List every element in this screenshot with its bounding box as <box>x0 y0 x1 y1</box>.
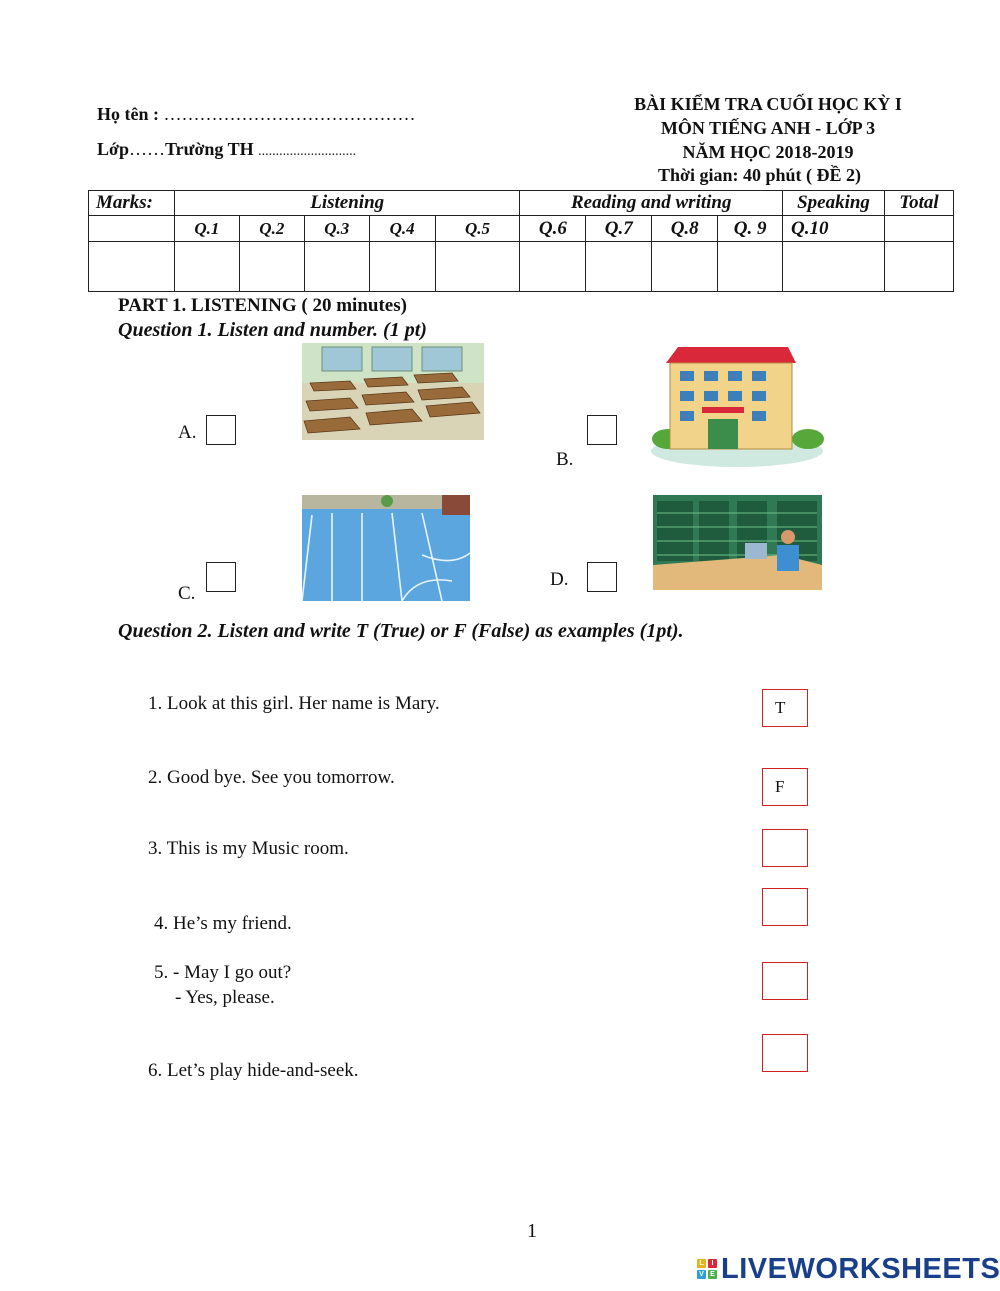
q1-header: Q.1 <box>174 216 239 242</box>
score-cell <box>652 242 718 292</box>
listening-header: Listening <box>174 191 519 216</box>
marks-table <box>88 190 954 292</box>
option-b-checkbox[interactable] <box>587 415 617 445</box>
q5-header: Q.5 <box>435 216 520 242</box>
logo-mark-icon: L I V E <box>697 1259 717 1279</box>
q6-header: Q.6 <box>520 216 586 242</box>
q3-header: Q.3 <box>304 216 369 242</box>
score-cell <box>586 242 652 292</box>
score-cell <box>884 242 953 292</box>
school-field[interactable]: ............................ <box>258 144 357 159</box>
school-label: Trường TH <box>164 139 259 159</box>
liveworksheets-logo <box>697 1254 1000 1284</box>
q10-header: Q.10 <box>783 216 885 242</box>
option-d-checkbox[interactable] <box>587 562 617 592</box>
answer-box-2[interactable]: F <box>762 768 808 806</box>
part1-title: PART 1. LISTENING ( 20 minutes) <box>118 295 407 316</box>
statement-5-reply: - Yes, please. <box>175 987 275 1008</box>
gym-court-image <box>302 495 470 601</box>
answer-box-1[interactable]: T <box>762 689 808 727</box>
total-header: Total <box>884 191 953 216</box>
q8-header: Q.8 <box>652 216 718 242</box>
score-cell <box>239 242 304 292</box>
answer-box-5[interactable] <box>762 962 808 1000</box>
exam-time: Thời gian: 40 phút ( ĐỀ 2) <box>658 165 862 185</box>
score-cell <box>783 242 885 292</box>
score-cell <box>369 242 435 292</box>
option-b-label: B. <box>556 449 574 470</box>
library-image <box>653 495 822 590</box>
statement-2: 2. Good bye. See you tomorrow. <box>148 767 395 788</box>
q4-header: Q.4 <box>369 216 435 242</box>
class-school-line <box>97 139 356 160</box>
blank-cell <box>89 216 175 242</box>
title-line-2: MÔN TIẾNG ANH - LỚP 3 <box>660 118 876 138</box>
question1-title: Question 1. Listen and number. (1 pt) <box>118 319 427 341</box>
statement-6: 6. Let’s play hide-and-seek. <box>148 1060 359 1081</box>
q9-header: Q. 9 <box>718 216 783 242</box>
statement-3: 3. This is my Music room. <box>148 838 349 859</box>
question2-title: Question 2. Listen and write T (True) or F (False) as examples (1pt). <box>118 620 684 642</box>
answer-box-4[interactable] <box>762 888 808 926</box>
score-cell <box>89 242 175 292</box>
statement-4: 4. He’s my friend. <box>154 913 292 934</box>
score-cell <box>718 242 783 292</box>
class-label: Lớp <box>97 139 129 159</box>
score-cell <box>304 242 369 292</box>
name-field[interactable]: …………………………………… <box>163 104 416 124</box>
option-c-label: C. <box>178 583 196 604</box>
score-cell <box>174 242 239 292</box>
reading-writing-header: Reading and writing <box>520 191 783 216</box>
answer-box-3[interactable] <box>762 829 808 867</box>
class-field[interactable]: …… <box>128 139 165 159</box>
option-a-label: A. <box>178 422 197 443</box>
blank-cell <box>884 216 953 242</box>
page-number: 1 <box>527 1220 537 1242</box>
q2-header: Q.2 <box>239 216 304 242</box>
exam-title <box>598 92 938 164</box>
score-cell <box>520 242 586 292</box>
option-c-checkbox[interactable] <box>206 562 236 592</box>
statement-5: 5. - May I go out? <box>154 962 292 983</box>
answer-box-6[interactable] <box>762 1034 808 1072</box>
name-label: Họ tên : <box>97 104 164 124</box>
score-cell <box>435 242 520 292</box>
student-name-line <box>97 104 416 125</box>
title-line-3: NĂM HỌC 2018-2019 <box>682 142 854 162</box>
option-d-label: D. <box>550 569 569 590</box>
logo-text: LIVEWORKSHEETS <box>721 1252 1000 1285</box>
statement-1: 1. Look at this girl. Her name is Mary. <box>148 693 440 714</box>
title-line-1: BÀI KIỂM TRA CUỐI HỌC KỲ I <box>634 94 902 114</box>
option-a-checkbox[interactable] <box>206 415 236 445</box>
marks-label: Marks: <box>89 191 175 216</box>
speaking-header: Speaking <box>783 191 885 216</box>
school-building-image <box>648 343 826 467</box>
q7-header: Q.7 <box>586 216 652 242</box>
classroom-desks-image <box>302 343 484 440</box>
